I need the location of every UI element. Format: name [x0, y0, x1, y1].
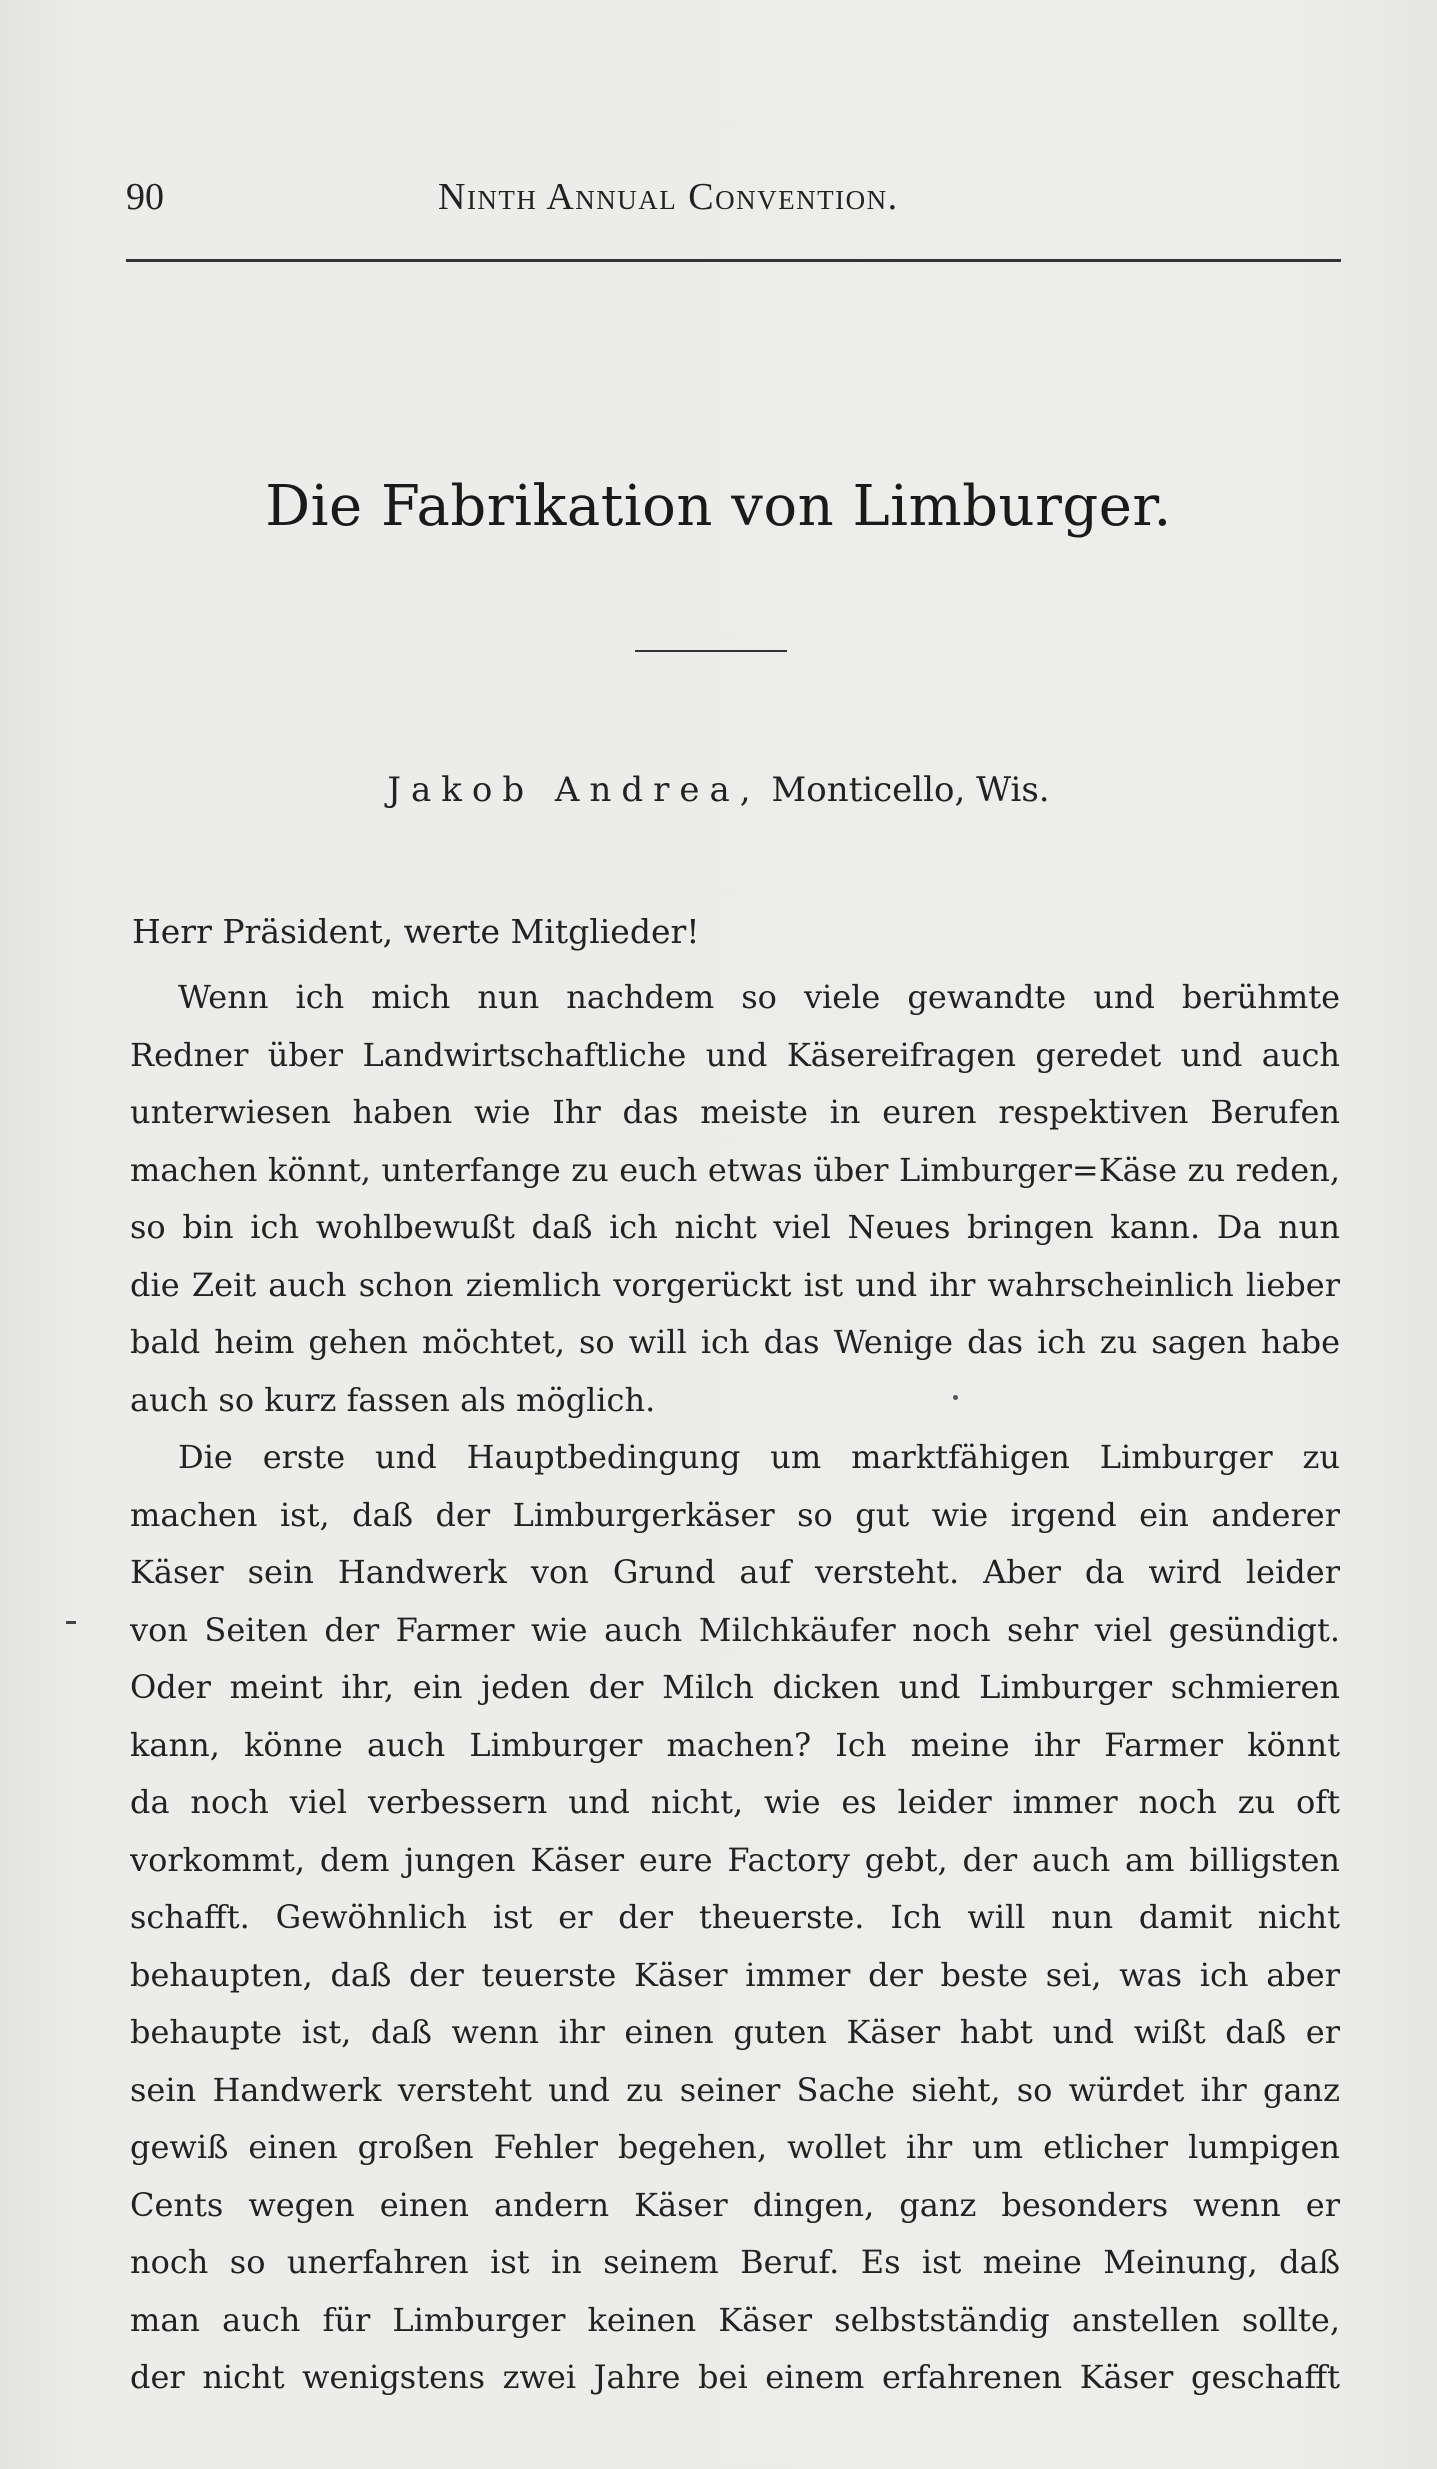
text-line: die Zeit auch schon ziemlich vorgerückt ist und ihr wahrscheinlich lieber: [130, 1265, 1340, 1304]
text-line: Oder meint ihr, ein jeden der Milch dicken und Limburger schmieren: [130, 1668, 1340, 1706]
header-rule: [126, 259, 1341, 262]
text-line: behaupten, daß der teuerste Käser immer der beste sei, was ich aber: [130, 1955, 1340, 1994]
page-number: 90: [126, 176, 164, 218]
text-line: von Seiten der Farmer wie auch Milchkäufer noch sehr viel gesündigt.: [130, 1610, 1340, 1649]
article-title: Die Fabrikation von Limburger.: [265, 474, 1172, 539]
margin-mark: [66, 1621, 76, 1624]
page-header: [126, 175, 1341, 235]
text-line: Cents wegen einen andern Käser dingen, ganz besonders wenn er: [130, 2185, 1340, 2224]
text-line: sein Handwerk versteht und zu seiner Sache sieht, so würdet ihr ganz: [130, 2070, 1340, 2109]
print-speck: [953, 1395, 958, 1400]
text-line: kann, könne auch Limburger machen? Ich meine ihr Farmer könnt: [130, 1725, 1340, 1764]
text-line: Die erste und Hauptbedingung um marktfähigen Limburger zu: [178, 1438, 1340, 1476]
text-line: man auch für Limburger keinen Käser selbstständig anstellen sollte,: [130, 2300, 1340, 2339]
author-name: Jakob Andrea,: [387, 770, 761, 810]
text-line: noch so unerfahren ist in seinem Beruf. Es ist meine Meinung, daß: [130, 2243, 1340, 2281]
text-line: machen könnt, unterfange zu euch etwas über Limburger=Käse zu reden,: [130, 1150, 1340, 1189]
text-line: so bin ich wohlbewußt daß ich nicht viel Neues bringen kann. Da nun: [130, 1208, 1340, 1246]
text-line: unterwiesen haben wie Ihr das meiste in euren respektiven Berufen: [130, 1093, 1340, 1131]
text-line: Käser sein Handwerk von Grund auf versteht. Aber da wird leider: [130, 1553, 1340, 1591]
text-line: behaupte ist, daß wenn ihr einen guten Käser habt und wißt daß er: [130, 2013, 1340, 2051]
title-divider: [635, 650, 787, 652]
byline: [0, 770, 1437, 810]
text-line: Wenn ich mich nun nachdem so viele gewandte und berühmte: [178, 978, 1340, 1016]
text-line: gewiß einen großen Fehler begehen, wollet ihr um etlicher lumpigen: [130, 2128, 1340, 2166]
text-line: machen ist, daß der Limburgerkäser so gut wie irgend ein anderer: [130, 1495, 1340, 1534]
text-line: auch so kurz fassen als möglich.: [130, 1380, 656, 1419]
body-text: [130, 969, 1340, 2407]
author-location: Monticello, Wis.: [771, 770, 1050, 810]
text-line: da noch viel verbessern und nicht, wie es leider immer noch zu oft: [130, 1783, 1340, 1821]
text-line: schafft. Gewöhnlich ist er der theuerste. Ich will nun damit nicht: [130, 1898, 1340, 1936]
text-line: bald heim gehen möchtet, so will ich das Wenige das ich zu sagen habe: [130, 1323, 1340, 1361]
salutation: Herr Präsident, werte Mitglieder!: [132, 912, 700, 951]
text-line: Redner über Landwirtschaftliche und Käsereifragen geredet und auch: [130, 1035, 1340, 1074]
text-line: vorkommt, dem jungen Käser eure Factory gebt, der auch am billigsten: [130, 1840, 1340, 1879]
text-line: der nicht wenigstens zwei Jahre bei einem erfahrenen Käser geschafft: [130, 2358, 1340, 2396]
running-title: Ninth Annual Convention.: [438, 176, 899, 218]
